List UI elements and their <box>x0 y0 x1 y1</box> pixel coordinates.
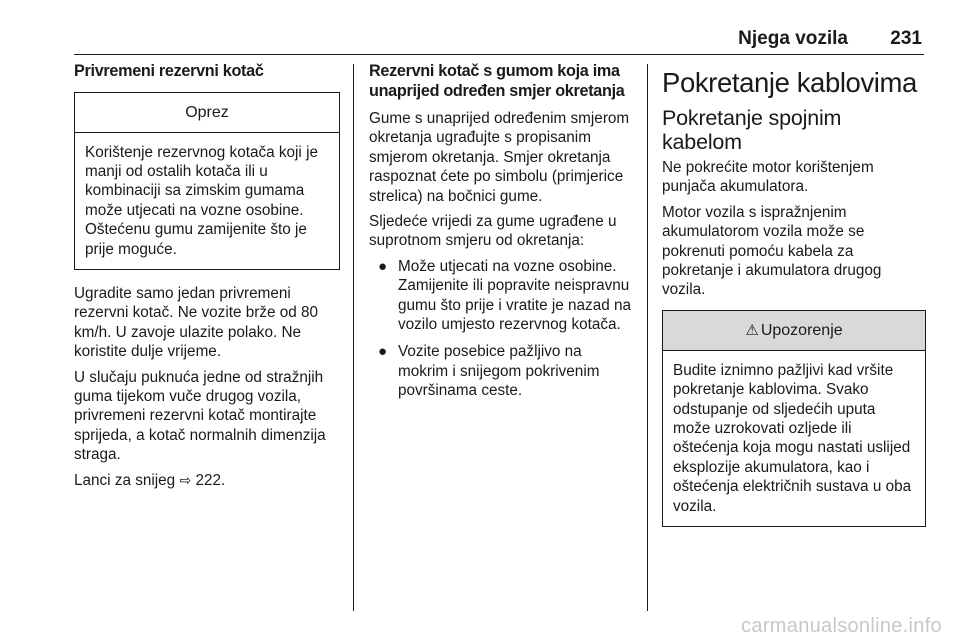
snow-chains-reference <box>74 471 340 490</box>
chapter-title: Pokretanje kablovima <box>662 67 917 98</box>
caution-text: Korištenje rezervnog kotača koji je manji od ostalih kotača ili u kombinaciji sa zimskim gumama može utjecati na vozne osobine. Oštećenu gumu zamijenite što je prije moguće. <box>85 143 318 258</box>
column-1 <box>74 62 340 496</box>
section-title: Njega vozila <box>738 28 848 49</box>
section-subtitle: Pokretanje spojnim kabelom <box>662 106 842 154</box>
column-3 <box>662 66 926 541</box>
paragraph: Sljedeće vrijedi za gume ugrađene u suprotnom smjeru od okretanja: <box>369 213 617 250</box>
page-header <box>74 28 924 55</box>
watermark: carmanualsonline.info <box>741 615 942 637</box>
page-number: 231 <box>890 28 922 49</box>
column-divider-1 <box>353 64 354 611</box>
paragraph: Gume s unaprijed određenim smjerom okretanja ugrađujte s propisanim smjerom okretanja. Smjer okretanja raspoznat ćete po simbolu (primjerice strelica) na bočnici gume. <box>369 110 630 205</box>
column-divider-2 <box>647 64 648 611</box>
reference-page-link[interactable]: 222. <box>195 471 226 489</box>
caution-box <box>74 92 340 270</box>
warning-text: Budite iznimno pažljivi kad vršite pokretanje kablovima. Svako odstupanje od sljedećih uputa može uzrokovati ozljede ili oštećenja koja mogu nastati uslijed eksplozije akumulatora, kao i oštećenja električnih sustava u oba vozila. <box>673 361 912 515</box>
warning-triangle-icon: ⚠ <box>745 321 759 339</box>
list-item: ● Vozite posebice pažljivo na mokrim i snijegom pokrivenim površinama ceste. <box>378 343 600 400</box>
warning-box <box>662 310 926 527</box>
list-item: ● Može utjecati na vozne osobine. Zamijenite ili popravite neispravnu gumu što prije i vratite je nazad na vozilo umjesto rezervnog kotača. <box>378 257 631 334</box>
reference-text: Lanci za snijeg <box>74 471 180 489</box>
paragraph: U slučaju puknuća jedne od stražnjih guma tijekom vuče drugog vozila, privremeni rezervni kotač montirajte sprijeda, a kotač normalnih dimenzija straga. <box>74 368 326 464</box>
page-reference-icon: ⇨ <box>179 471 192 488</box>
bullet-list <box>369 257 634 401</box>
paragraph: Ne pokrećite motor korištenjem punjača akumulatora. <box>662 159 874 196</box>
bullet-icon: ● <box>378 257 388 275</box>
column-2 <box>369 62 634 409</box>
paragraph: Motor vozila s ispražnjenim akumulatorom vozila može se pokrenuti pomoću kabela za pokretanje i akumulatora drugog vozila. <box>662 203 882 299</box>
bullet-icon: ● <box>378 343 388 361</box>
warning-header <box>663 311 925 351</box>
paragraph: Ugradite samo jedan privremeni rezervni kotač. Ne vozite brže od 80 km/h. U zavoje ulazite polako. Ne koristite dulje vrijeme. <box>74 284 319 361</box>
directional-tyre-heading: Rezervni kotač s gumom koja ima unaprijed određen smjer okretanja <box>369 62 625 100</box>
warning-title: Upozorenje <box>760 321 843 339</box>
temporary-spare-heading: Privremeni rezervni kotač <box>74 62 264 80</box>
caution-title: Oprez <box>75 93 339 133</box>
